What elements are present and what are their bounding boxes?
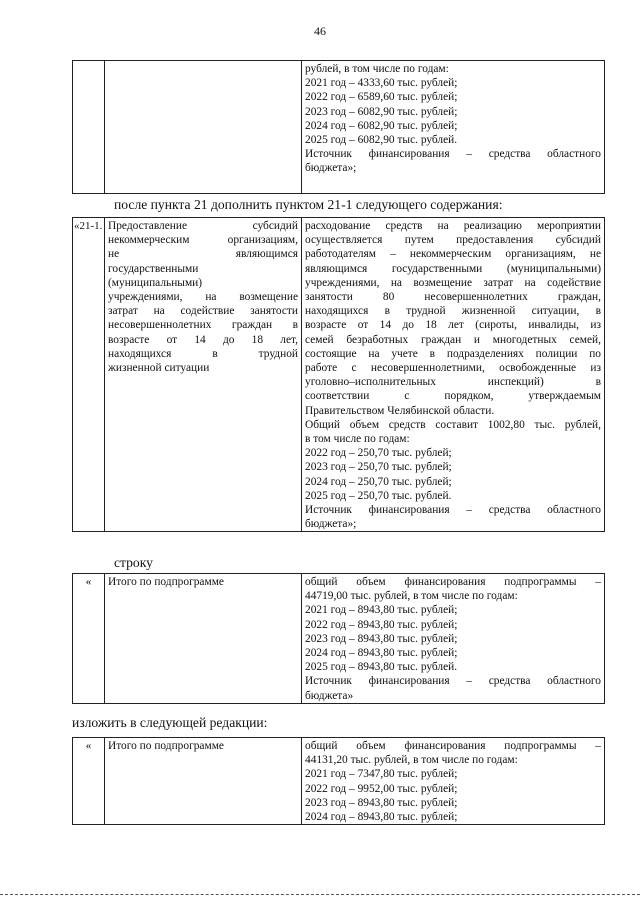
text-line: 2025 год – 250,70 тыс. рублей. [305,489,452,502]
text-line: семей безработных граждан и многодетных семей, [305,333,601,346]
new-total-table [72,737,605,825]
text-line: Правительством Челябинской области. [305,404,495,417]
text-line: рублей, в том числе по годам: [305,63,449,75]
name-cell: Итого по подпрограмме [105,574,302,704]
instruction-add-item: после пункта 21 дополнить пунктом 21-1 следующего содержания: [114,197,503,212]
old-total-table [72,573,605,704]
text-line: 2021 год – 4333,60 тыс. рублей; [305,77,458,90]
text-line: возрасте от 14 до 18 лет, [108,333,298,346]
text-line: уголовно–исполнительных инспекций) в [305,376,601,389]
text-line: осуществляется путем предоставления субсидий [305,234,601,247]
text-line: находящихся в трудной жизненной ситуации, в [305,305,601,318]
text-line: 2022 год – 9952,00 тыс. рублей; [305,782,458,795]
number-cell: «21-1. [73,218,105,532]
text-line: 44719,00 тыс. рублей, в том числе по годам: [305,590,518,603]
text-line: Источник финансирования – средства областного [305,675,601,688]
text-line: жизненной ситуации [108,362,210,375]
table-row [73,738,605,825]
text-line: 2023 год – 250,70 тыс. рублей; [305,461,452,474]
text-line: 2022 год – 8943,80 тыс. рублей; [305,618,458,631]
text-line: в том числе по годам: [305,433,410,446]
table-row [73,218,605,532]
text-line: 2021 год – 7347,80 тыс. рублей; [305,768,458,781]
text-line: не являющимся [108,248,298,261]
instruction-line: строку [114,555,153,570]
text-line: затрат на содействие занятости [108,305,298,318]
text-line: Общий объем средств составит 1002,80 тыс. рублей, [305,418,601,431]
text-line: 2025 год – 6082,90 тыс. рублей. [305,134,458,147]
text-line: 2024 год – 8943,80 тыс. рублей; [305,647,458,660]
text-line: 44131,20 тыс. рублей, в том числе по годам: [305,754,518,767]
text-line: бюджета»; [305,518,357,531]
text-line: учреждениями, на возмещение затрат на содействие [305,276,601,289]
description-cell [302,61,605,194]
text-line: состоящие на учете в подразделениях полиции по [305,347,601,360]
text-line: работе с несовершеннолетними, освобожденные из [305,362,601,375]
page-number: 46 [314,24,326,38]
text-line: 2023 год – 8943,80 тыс. рублей; [305,796,458,809]
text-line: 2025 год – 8943,80 тыс. рублей. [305,661,458,674]
text-line: бюджета»; [305,162,357,175]
table-row [73,61,605,194]
text-line: некоммерческим организациям, [108,234,298,247]
text-line: занятости 80 несовершеннолетних граждан, [305,291,601,304]
text-line: общий объем финансирования подпрограммы – [305,740,601,752]
text-line: 2024 год – 8943,80 тыс. рублей; [305,811,458,824]
text-line: 2024 год – 6082,90 тыс. рублей; [305,119,458,132]
number-cell: « [73,738,105,825]
table-row [73,574,605,704]
text-line: являющимся государственными (муниципальными) [305,262,601,275]
item-21-1-table [72,217,605,532]
text-line: работодателям – некоммерческим организациям, не [305,248,601,261]
text-line: 2022 год – 250,70 тыс. рублей; [305,447,452,460]
text-line: несовершеннолетних граждан в [108,319,298,332]
text-line: бюджета» [305,689,354,702]
number-cell: « [73,574,105,704]
text-line: государственными [108,262,199,275]
text-line: возрасте от 14 до 18 лет (сироты, инвалиды, из [305,319,601,332]
text-line: 2023 год – 8943,80 тыс. рублей; [305,632,458,645]
description-cell [302,574,605,704]
funding-table-continued [72,60,605,194]
text-line: находящихся в трудной [108,347,298,360]
text-line: 2024 год – 250,70 тыс. рублей; [305,475,452,488]
text-line: учреждениями, на возмещение [108,291,298,304]
name-cell [105,218,302,532]
text-line: 2021 год – 8943,80 тыс. рублей; [305,604,458,617]
description-cell [302,738,605,825]
text-line: соответствии с порядком, утверждаемым [305,390,601,403]
text-line: 2023 год – 6082,90 тыс. рублей; [305,105,458,118]
text-line: 2022 год – 6589,60 тыс. рублей; [305,91,458,104]
text-line: Предоставление субсидий [108,220,298,232]
text-line: Источник финансирования – средства областного [305,148,601,161]
text-line: расходование средств на реализацию мероприятии [305,220,601,232]
text-line: (муниципальными) [108,276,203,289]
text-line: общий объем финансирования подпрограммы – [305,576,601,588]
description-cell [302,218,605,532]
text-line: Источник финансирования – средства областного [305,504,601,517]
page-bottom-divider [0,894,640,895]
number-cell [73,61,105,194]
instruction-new-version: изложить в следующей редакции: [72,715,268,730]
name-cell [105,61,302,194]
name-cell: Итого по подпрограмме [105,738,302,825]
